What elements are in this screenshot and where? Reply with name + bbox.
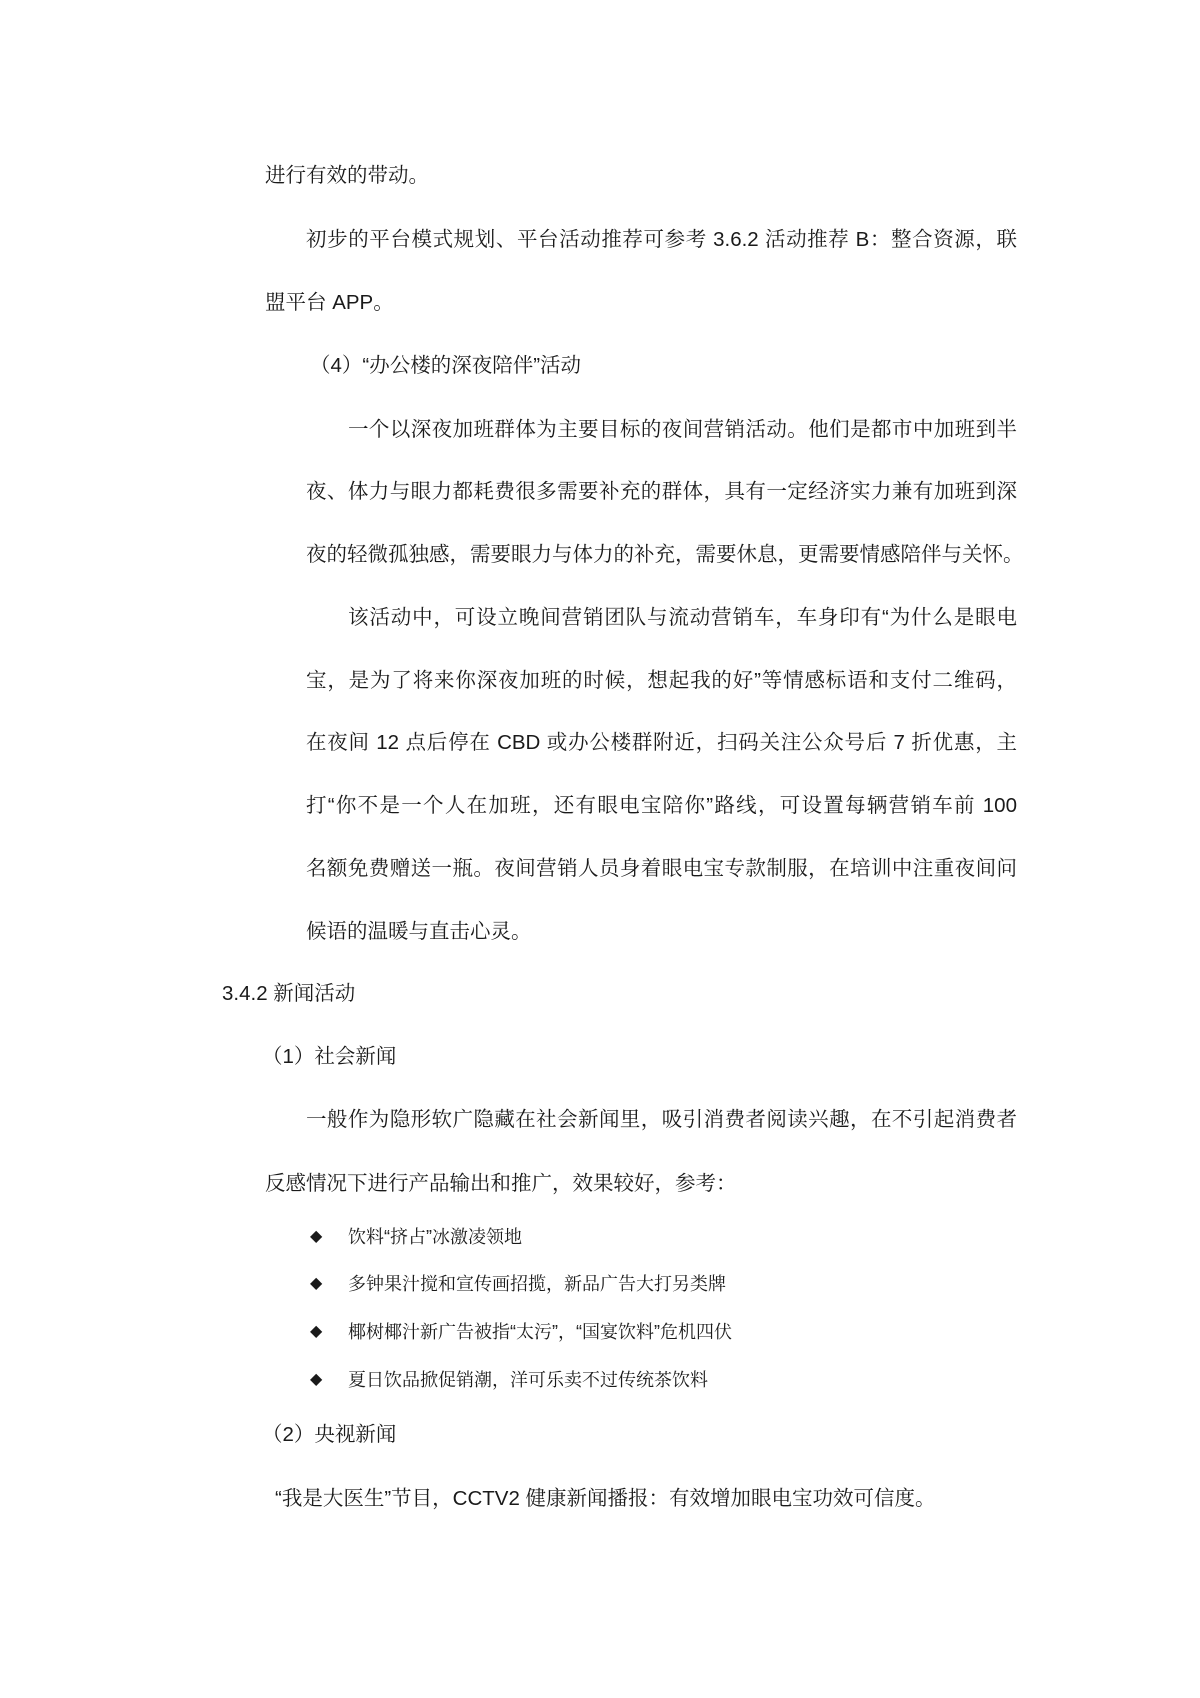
list-item: 多钟果汁搅和宣传画招揽，新品广告大打另类牌: [348, 1274, 726, 1294]
subheading-4: （4）“办公楼的深夜陪伴”活动: [310, 354, 582, 377]
section-heading: 3.4.2 新闻活动: [222, 982, 356, 1005]
diamond-bullet-icon: ◆: [310, 1323, 323, 1340]
list-item: 饮料“挤占”冰激凌领地: [348, 1227, 522, 1247]
paragraph-line: 夜、体力与眼力都耗费很多需要补充的群体，具有一定经济实力兼有加班到深: [306, 480, 1017, 503]
diamond-bullet-icon: ◆: [310, 1228, 323, 1245]
paragraph-line: 候语的温暖与直击心灵。: [306, 920, 532, 943]
paragraph-line: 该活动中，可设立晚间营销团队与流动营销车，车身印有“为什么是眼电: [348, 606, 1017, 629]
paragraph-line: 初步的平台模式规划、平台活动推荐可参考 3.6.2 活动推荐 B：整合资源，联: [306, 228, 1017, 251]
paragraph-line: 打“你不是一个人在加班，还有眼电宝陪你”路线，可设置每辆营销车前 100: [306, 794, 1017, 817]
diamond-bullet-icon: ◆: [310, 1371, 323, 1388]
paragraph-line: 在夜间 12 点后停在 CBD 或办公楼群附近，扫码关注公众号后 7 折优惠，主: [306, 731, 1017, 754]
paragraph-line: 夜的轻微孤独感，需要眼力与体力的补充，需要休息，更需要情感陪伴与关怀。: [306, 543, 1024, 566]
paragraph-line: 反感情况下进行产品输出和推广，效果较好，参考：: [265, 1172, 737, 1195]
subheading-1: （1）社会新闻: [262, 1045, 397, 1068]
paragraph-line: 一个以深夜加班群体为主要目标的夜间营销活动。他们是都市中加班到半: [348, 418, 1017, 441]
subheading-2: （2）央视新闻: [262, 1423, 397, 1446]
paragraph-line: “我是大医生”节目，CCTV2 健康新闻播报：有效增加眼电宝功效可信度。: [275, 1487, 936, 1510]
list-item: 夏日饮品掀促销潮，洋可乐卖不过传统茶饮料: [348, 1370, 708, 1390]
paragraph-line: 名额免费赠送一瓶。夜间营销人员身着眼电宝专款制服，在培训中注重夜间问: [306, 857, 1017, 880]
paragraph-line: 宝，是为了将来你深夜加班的时候，想起我的好”等情感标语和支付二维码，: [306, 669, 1017, 692]
diamond-bullet-icon: ◆: [310, 1275, 323, 1292]
list-item: 椰树椰汁新广告被指“太污”，“国宴饮料”危机四伏: [348, 1322, 732, 1342]
paragraph-line: 盟平台 APP。: [265, 291, 394, 314]
paragraph-line: 进行有效的带动。: [265, 164, 429, 187]
paragraph-line: 一般作为隐形软广隐藏在社会新闻里，吸引消费者阅读兴趣，在不引起消费者: [306, 1108, 1017, 1131]
